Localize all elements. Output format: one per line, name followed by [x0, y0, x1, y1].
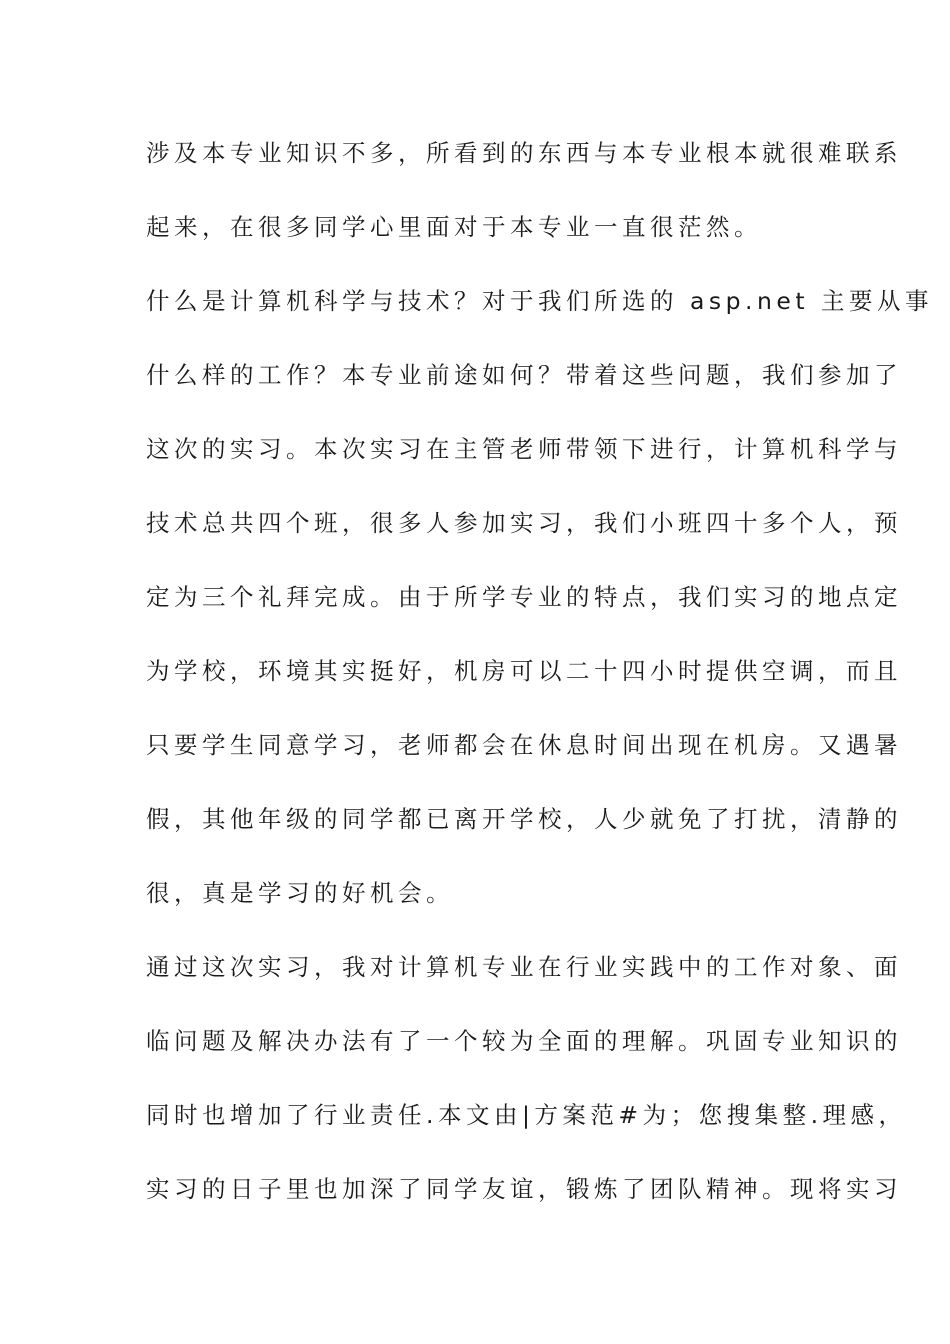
- text-line: 技术总共四个班，很多人参加实习，我们小班四十多个人，预: [146, 509, 902, 537]
- text-line: 实习的日子里也加深了同学友谊，锻炼了团队精神。现将实习: [146, 1175, 902, 1203]
- text-line: 只要学生同意学习，老师都会在休息时间出现在机房。又遇暑: [146, 731, 902, 759]
- text-line: 定为三个礼拜完成。由于所学专业的特点，我们实习的地点定: [146, 583, 902, 611]
- text-line: 涉及本专业知识不多，所看到的东西与本专业根本就很难联系: [146, 139, 902, 167]
- text-line: 假，其他年级的同学都已离开学校，人少就免了打扰，清静的: [146, 805, 902, 833]
- text-line: 什么是计算机科学与技术？对于我们所选的 asp.net 主要从事: [146, 287, 934, 315]
- text-line: 为学校，环境其实挺好，机房可以二十四小时提供空调，而且: [146, 657, 902, 685]
- text-line: 通过这次实习，我对计算机专业在行业实践中的工作对象、面: [146, 953, 902, 981]
- text-line: 同时也增加了行业责任.本文由|方案范#为；您搜集整.理感，: [146, 1101, 907, 1129]
- text-line: 起来，在很多同学心里面对于本专业一直很茫然。: [146, 213, 762, 241]
- text-line: 什么样的工作？本专业前途如何？带着这些问题，我们参加了: [146, 361, 902, 389]
- text-line: 很，真是学习的好机会。: [146, 879, 454, 907]
- text-line: 临问题及解决办法有了一个较为全面的理解。巩固专业知识的: [146, 1027, 902, 1055]
- text-line: 这次的实习。本次实习在主管老师带领下进行，计算机科学与: [146, 435, 902, 463]
